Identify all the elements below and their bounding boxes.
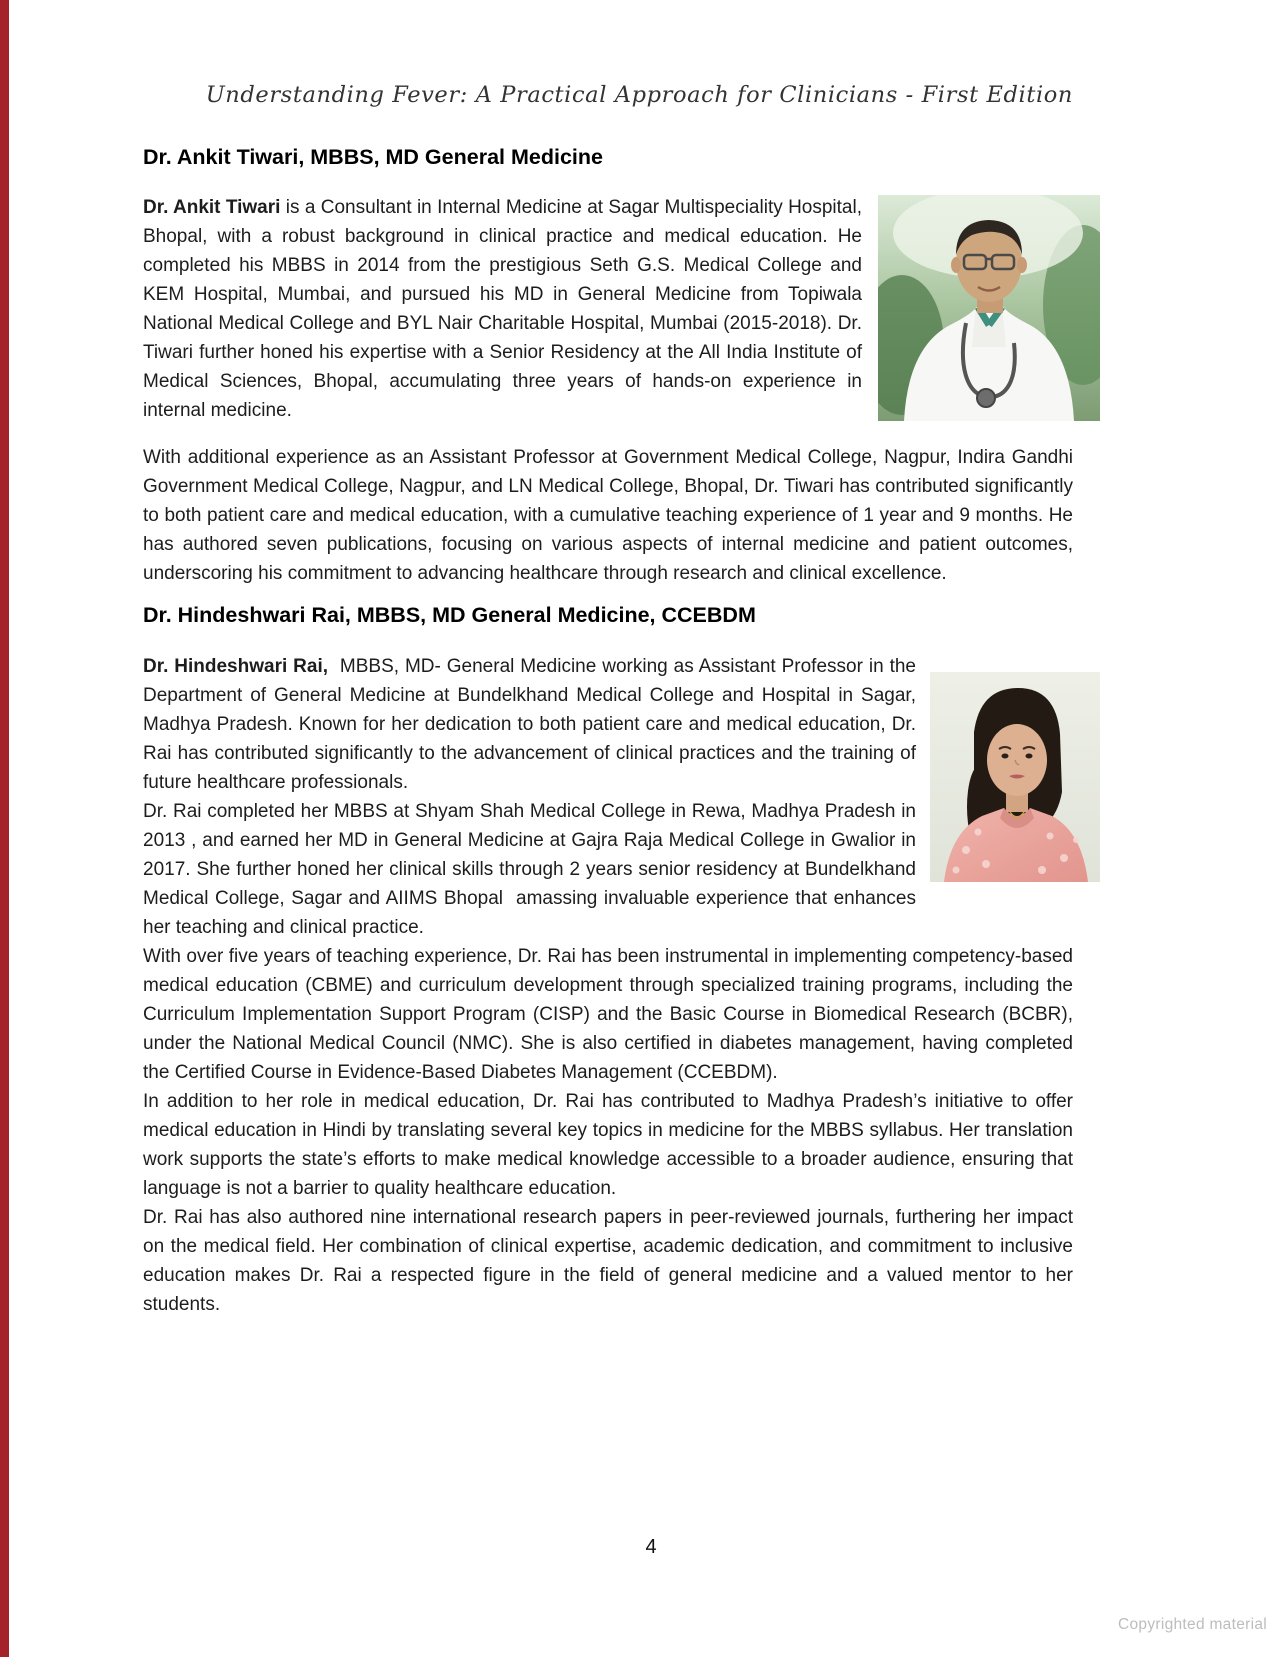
bio-block-tiwari bbox=[143, 193, 1073, 425]
doctor-photo-tiwari bbox=[878, 195, 1100, 421]
bio-heading-tiwari: Dr. Ankit Tiwari, MBBS, MD General Medicine bbox=[143, 145, 603, 169]
bio-heading-rai: Dr. Hindeshwari Rai, MBBS, MD General Medicine, CCEBDM bbox=[143, 603, 756, 627]
bio-paragraph: In addition to her role in medical education, Dr. Rai has contributed to Madhya Pradesh’s initiative to offer medical education in Hindi by translating several key topics in medicine for the MBBS syllabus. Her translation work supports the state’s efforts to make medical knowledge accessible to a broader audience, ensuring that language is not a barrier to quality healthcare education. bbox=[143, 1091, 1073, 1199]
doctor-photo-rai bbox=[930, 672, 1100, 882]
bio-lead-name: Dr. Ankit Tiwari bbox=[143, 197, 281, 218]
bio-text: is a Consultant in Internal Medicine at Sagar Multispeciality Hospital, Bhopal, with a robust background in clinical practice and medical education. He completed his MBBS in 2014 from the prestigious Seth G.S. Medical College and KEM Hospital, Mumbai, and pursued his MD in General Medicine from Topiwala National Medical College and BYL Nair Charitable Hospital, Mumbai (2015-2018). Dr. Tiwari further honed his expertise with a Senior Residency at the All India Institute of Medical Sciences, Bhopal, accumulating three years of hands-on experience in internal medicine. bbox=[143, 197, 862, 421]
running-header-title: Understanding Fever: A Practical Approach for Clinicians - First Edition bbox=[205, 82, 1073, 108]
bio-paragraph: Dr. Rai has also authored nine international research papers in peer-reviewed journals, furthering her impact on the medical field. Her combination of clinical expertise, academic dedication, and commitment to inclusive education makes Dr. Rai a respected figure in the field of general medicine and a valued mentor to her students. bbox=[143, 1207, 1073, 1315]
bio-paragraph: With over five years of teaching experience, Dr. Rai has been instrumental in implementing competency-based medical education (CBME) and curriculum development through specialized training programs, including the Curriculum Implementation Support Program (CISP) and the Basic Course in Biomedical Research (BCBR), under the National Medical Council (NMC). She is also certified in diabetes management, having completed the Certified Course in Evidence-Based Diabetes Management (CCEBDM). bbox=[143, 946, 1073, 1083]
bio-paragraph: With additional experience as an Assistant Professor at Government Medical College, Nagpur, Indira Gandhi Government Medical College, Nagpur, and LN Medical College, Bhopal, Dr. Tiwari has contributed significantly to both patient care and medical education, with a cumulative teaching experience of 1 year and 9 months. He has authored seven publications, focusing on various aspects of internal medicine and patient outcomes, underscoring his commitment to advancing healthcare through research and clinical excellence. bbox=[143, 447, 1073, 584]
page-content bbox=[143, 142, 1073, 1319]
bio-block-rai bbox=[143, 652, 1073, 1319]
bio-lead-name: Dr. Hindeshwari Rai, bbox=[143, 656, 329, 677]
bio-paragraph: Dr. Rai completed her MBBS at Shyam Shah Medical College in Rewa, Madhya Pradesh in 2013 , and earned her MD in General Medicine at Gajra Raja Medical College in Gwalior in 2017. She further honed her clinical skills through 2 years senior residency at Bundelkhand Medical College, Sagar and AIIMS Bhopal amassing invaluable experience that enhances her teaching and clinical practice. bbox=[143, 801, 916, 938]
bio-text: MBBS, MD- General Medicine working as Assistant Professor in the Department of General Medicine at Bundelkhand Medical College and Hospital in Sagar, Madhya Pradesh. Known for her dedication to both patient care and medical education, Dr. Rai has contributed significantly to the advancement of clinical practices and the training of future healthcare professionals. bbox=[143, 656, 916, 793]
page-number: 4 bbox=[645, 1536, 657, 1558]
page-edge-strip bbox=[0, 0, 9, 1657]
copyright-watermark: Copyrighted material bbox=[1117, 1616, 1267, 1633]
